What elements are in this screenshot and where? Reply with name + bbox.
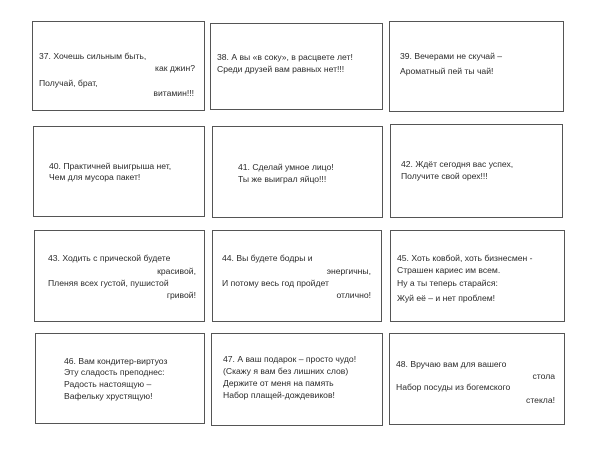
card-text-line: стола [532, 371, 555, 381]
lottery-card-37 [32, 21, 205, 111]
card-text-line: отлично! [336, 290, 371, 300]
card-text-line: Набор плащей-дождевиков! [223, 390, 335, 400]
lottery-card-47 [211, 333, 383, 426]
card-text-line: 43. Ходить с прической будете [48, 253, 171, 263]
card-text-line: Эту сладость преподнес: [64, 367, 165, 377]
card-text-line: Ты же выиграл яйцо!!! [238, 174, 327, 184]
card-text-line: (Скажу я вам без лишних слов) [223, 366, 349, 376]
card-text-line: Ну а ты теперь старайся: [397, 278, 498, 288]
lottery-card-46 [35, 333, 205, 424]
lottery-card-38 [210, 23, 383, 110]
card-text-line: 45. Хоть ковбой, хоть бизнесмен - [397, 253, 533, 263]
lottery-card-39 [389, 21, 564, 112]
lottery-card-48 [389, 333, 565, 425]
lottery-card-43 [34, 230, 205, 322]
card-text-line: 42. Ждёт сегодня вас успех, [401, 159, 514, 169]
card-text-line: красивой, [157, 266, 196, 276]
card-text-line: Чем для мусора пакет! [49, 172, 141, 182]
card-text-line: 46. Вам кондитер-виртуоз [64, 356, 168, 366]
card-text-line: энергичны, [326, 266, 371, 276]
card-text-line: 48. Вручаю вам для вашего [396, 359, 507, 369]
card-text-line: 47. А ваш подарок – просто чудо! [223, 354, 357, 364]
card-text-line: витамин!!! [153, 88, 194, 98]
card-text-line: Ароматный пей ты чай! [400, 66, 494, 76]
card-text-line: 37. Хочешь сильным быть, [39, 51, 147, 61]
card-text-line: Среди друзей вам равных нет!!! [217, 64, 345, 74]
lottery-card-41 [212, 126, 383, 218]
card-text-line: гривой! [166, 290, 196, 300]
card-text-line: Получите свой орех!!! [401, 171, 488, 181]
card-text-line: 40. Практичней выигрыша нет, [49, 161, 172, 171]
card-text-line: И потому весь год пройдет [222, 278, 329, 288]
card-text-line: стекла! [526, 395, 555, 405]
card-text-line: Пленяя всех густой, пушистой [48, 278, 169, 288]
card-text-line: 44. Вы будете бодры и [222, 253, 313, 263]
card-text-line: 38. А вы «в соку», в расцвете лет! [217, 52, 353, 62]
lottery-card-42 [390, 124, 563, 218]
card-text-line: 41. Сделай умное лицо! [238, 162, 334, 172]
card-text-line: Держите от меня на память [223, 378, 334, 388]
card-text-line: Получай, брат, [39, 78, 98, 88]
card-text-line: Вафельку хрустящую! [64, 391, 153, 401]
lottery-card-45 [390, 230, 565, 322]
card-text-line: Жуй её – и нет проблем! [397, 293, 496, 303]
card-text-line: Страшен кариес им всем. [397, 265, 501, 275]
lottery-card-44 [212, 230, 382, 322]
lottery-card-40 [33, 126, 205, 217]
card-text-line: 39. Вечерами не скучай – [400, 51, 503, 61]
card-text-line: Радость настоящую – [64, 379, 152, 389]
card-text-line: Набор посуды из богемского [396, 382, 511, 392]
card-text-line: как джин? [155, 63, 195, 73]
